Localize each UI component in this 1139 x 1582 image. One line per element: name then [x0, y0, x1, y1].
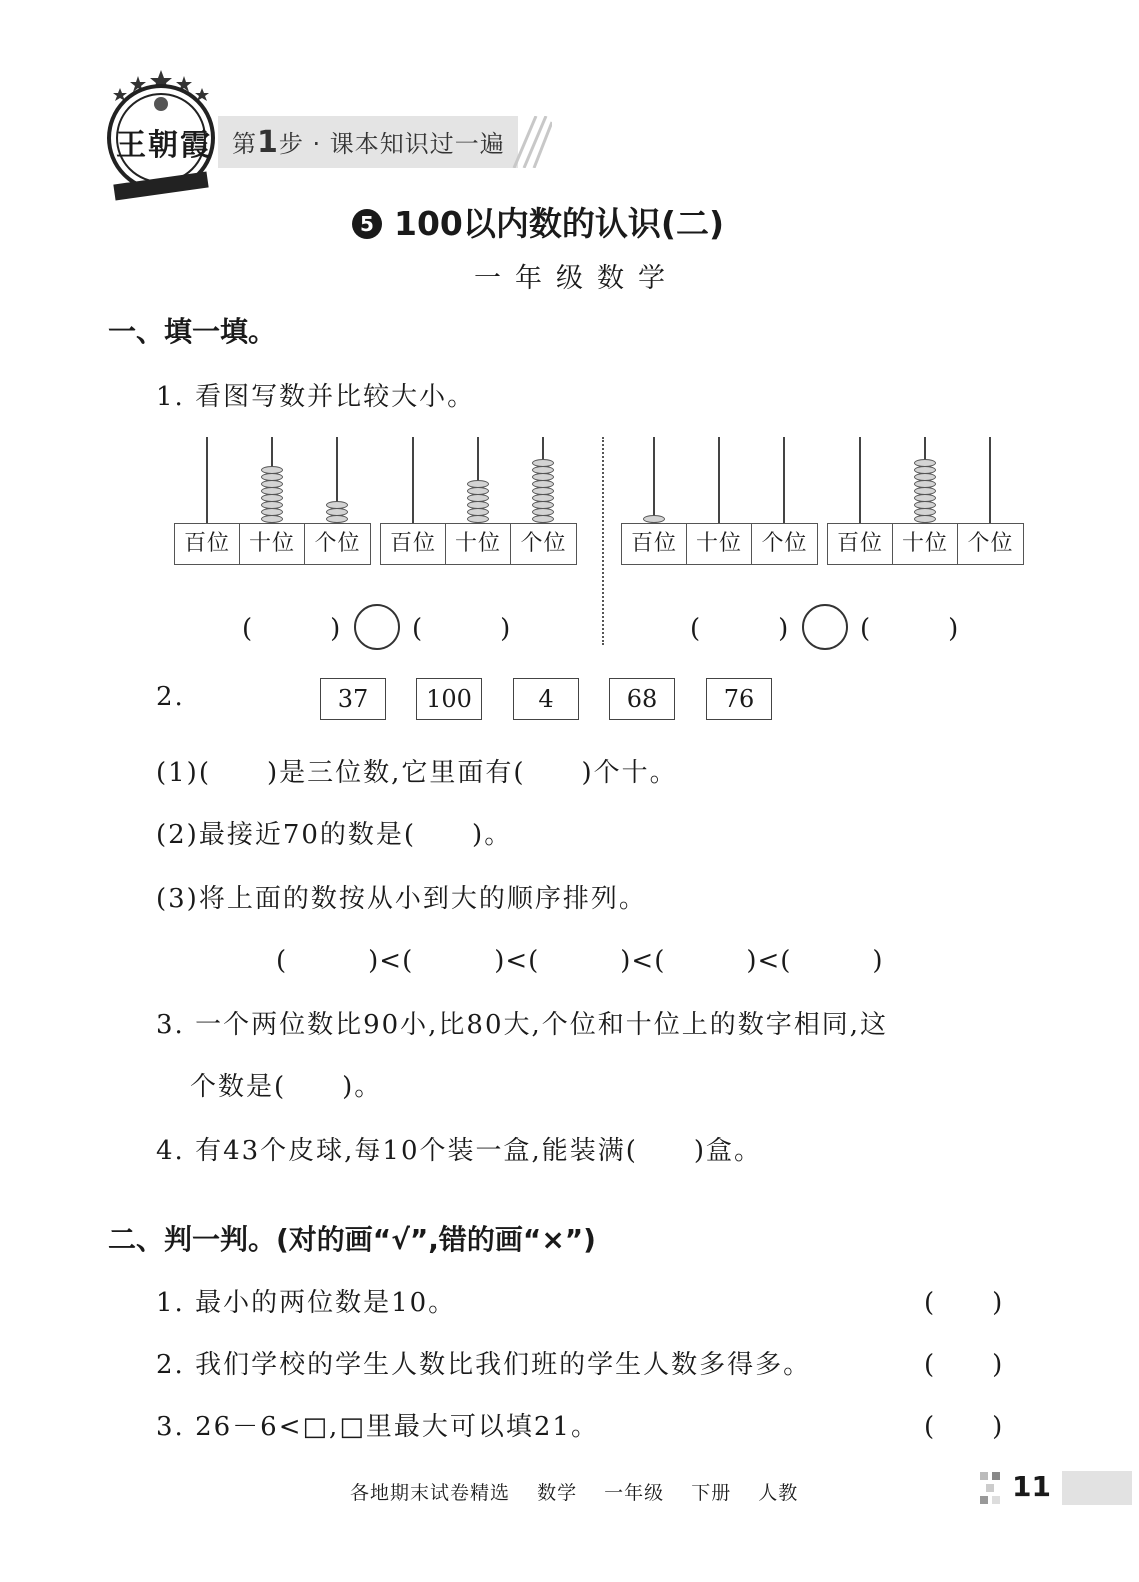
- order-row[interactable]: ( )<( )<( )<( )<( ): [276, 946, 884, 976]
- judge-item-1: 1. 最小的两位数是10。: [156, 1288, 457, 1318]
- footer-squares-icon: [980, 1470, 1010, 1506]
- abacus-rod: [718, 437, 720, 523]
- step-label: [232, 124, 505, 160]
- abacus-bead: [467, 515, 489, 523]
- number-card: 37: [320, 678, 386, 720]
- footer-grade: 一年级: [604, 1482, 665, 1504]
- abacus-bead: [914, 480, 936, 488]
- question-4: 4. 有43个皮球,每10个装一盒,能装满( )盒。: [156, 1136, 763, 1166]
- abacus-bead: [326, 501, 348, 509]
- compare-left-blank-a[interactable]: ( ): [242, 614, 341, 644]
- question-2-sub-2: (2)最接近70的数是( )。: [156, 820, 513, 850]
- abacus-rod: [412, 437, 414, 523]
- lesson-title: [352, 198, 792, 245]
- abacus-rod: [989, 437, 991, 523]
- abacus-rod: [783, 437, 785, 523]
- question-1-label: 1. 看图写数并比较大小。: [156, 382, 476, 412]
- question-3-line-1: 3. 一个两位数比90小,比80大,个位和十位上的数字相同,这: [156, 1010, 889, 1040]
- judge-item-2: 2. 我们学校的学生人数比我们班的学生人数多得多。: [156, 1350, 812, 1380]
- abacus-bead: [914, 473, 936, 481]
- compare-circle-2[interactable]: [802, 604, 848, 650]
- question-3-line-2: 个数是( )。: [190, 1072, 383, 1102]
- abacus-place-table: [174, 523, 371, 565]
- lesson-title-text: 100以内数的认识(二): [394, 204, 725, 243]
- place-label: 个位: [967, 531, 1014, 556]
- footer-edition: 人教: [758, 1482, 799, 1504]
- abacus-bead: [261, 466, 283, 474]
- abacus-bead: [914, 494, 936, 502]
- abacus-bead: [532, 473, 554, 481]
- abacus-bead: [532, 487, 554, 495]
- number-card: 4: [513, 678, 579, 720]
- abacus-bead: [532, 508, 554, 516]
- judge-blank-1[interactable]: ( ): [924, 1288, 1005, 1318]
- number-card: 76: [706, 678, 772, 720]
- place-label: 十位: [687, 524, 752, 564]
- place-label: 百位: [828, 524, 893, 564]
- step-suffix: 步 · 课本知识过一遍: [278, 130, 505, 158]
- abacus-bead: [643, 515, 665, 523]
- place-label: 百位: [175, 524, 240, 564]
- abacus-bead: [532, 501, 554, 509]
- place-label: 百位: [622, 524, 687, 564]
- section-1-title: 一、填一填。: [108, 315, 277, 348]
- step-prefix: 第: [232, 130, 257, 158]
- question-2-sub-3: (3)将上面的数按从小到大的顺序排列。: [156, 884, 647, 914]
- abacus-bead: [467, 494, 489, 502]
- abacus-bead: [914, 459, 936, 467]
- judge-item-3: 3. 26－6<□,□里最大可以填21。: [156, 1412, 599, 1442]
- abacus-bead: [261, 487, 283, 495]
- abacus-rod: [859, 437, 861, 523]
- abacus-rod: [653, 437, 655, 523]
- place-label: 十位: [240, 524, 305, 564]
- compare-left-blank-b[interactable]: ( ): [412, 614, 511, 644]
- abacus-bead: [261, 494, 283, 502]
- footer-volume: 下册: [691, 1482, 732, 1504]
- abacus-bead: [532, 466, 554, 474]
- abacus-bead: [467, 480, 489, 488]
- question-2-sub-1: (1)( )是三位数,它里面有( )个十。: [156, 758, 678, 788]
- question-2-label: 2.: [156, 682, 185, 712]
- footer-subject: 数学: [537, 1482, 578, 1504]
- abacus-bead: [914, 487, 936, 495]
- abacus-bead: [532, 515, 554, 523]
- abacus-bead: [261, 508, 283, 516]
- footer-info: [350, 1478, 818, 1505]
- abacus-bead: [532, 480, 554, 488]
- abacus-bead: [261, 480, 283, 488]
- abacus-bead: [914, 515, 936, 523]
- step-number: 1: [257, 125, 279, 160]
- abacus-bead: [326, 515, 348, 523]
- abacus-bead: [532, 494, 554, 502]
- lesson-subtitle: 一年级数学: [474, 263, 679, 294]
- judge-blank-3[interactable]: ( ): [924, 1412, 1005, 1442]
- abacus-bead: [914, 466, 936, 474]
- logo-text: 王朝霞: [116, 128, 212, 163]
- footer-book: 各地期末试卷精选: [350, 1482, 511, 1504]
- divider-dotted: [602, 437, 604, 645]
- number-card: 68: [609, 678, 675, 720]
- abacus-bead: [467, 508, 489, 516]
- page-number: 11: [1012, 1470, 1051, 1503]
- lesson-number-badge: 5: [352, 209, 382, 239]
- abacus-bead: [467, 501, 489, 509]
- place-label: 十位: [446, 524, 511, 564]
- abacus-bead: [261, 501, 283, 509]
- abacus-place-table: [827, 523, 1024, 565]
- abacus-bead: [326, 508, 348, 516]
- place-label: 个位: [761, 531, 808, 556]
- abacus-bead: [261, 515, 283, 523]
- place-label: 个位: [314, 531, 361, 556]
- compare-right-blank-b[interactable]: ( ): [860, 614, 959, 644]
- judge-blank-2[interactable]: ( ): [924, 1350, 1005, 1380]
- abacus-bead: [467, 487, 489, 495]
- place-label: 十位: [893, 524, 958, 564]
- abacus-place-table: [621, 523, 818, 565]
- abacus-bead: [261, 473, 283, 481]
- number-card: 100: [416, 678, 482, 720]
- section-2-title: 二、判一判。(对的画“√”,错的画“×”): [108, 1223, 596, 1256]
- compare-circle-1[interactable]: [354, 604, 400, 650]
- place-label: 个位: [520, 531, 567, 556]
- page-number-bar: [1062, 1471, 1132, 1505]
- place-label: 百位: [381, 524, 446, 564]
- abacus-bead: [914, 501, 936, 509]
- abacus-bead: [914, 508, 936, 516]
- abacus-bead: [532, 459, 554, 467]
- compare-right-blank-a[interactable]: ( ): [690, 614, 789, 644]
- abacus-rod: [206, 437, 208, 523]
- abacus-place-table: [380, 523, 577, 565]
